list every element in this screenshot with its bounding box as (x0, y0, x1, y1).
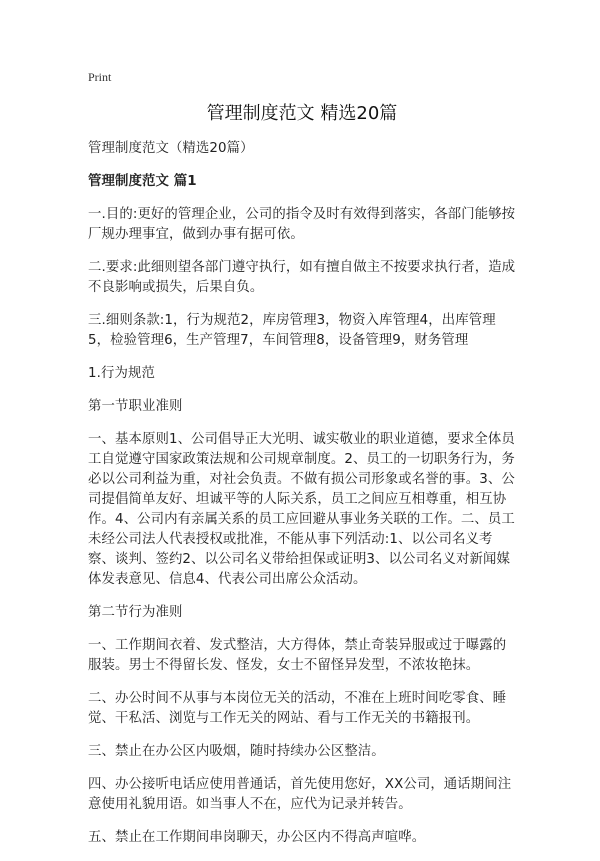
paragraph: 二.要求:此细则望各部门遵守执行，如有擅自做主不按要求执行者，造成不良影响或损失，后果自负。 (88, 260, 516, 295)
paragraph: 三.细则条款:1，行为规范2，库房管理3，物资入库管理4，出库管理5，检验管理6，生产管理7，车间管理8，设备管理9，财务管理 (88, 313, 496, 348)
subheading: 第二节行为准则 (88, 605, 183, 620)
paragraph: 二、办公时间不从事与本岗位无关的活动，不准在上班时间吃零食、睡觉、干私活、浏览与工作无关的网站、看与工作无关的书籍报刊。 (88, 691, 507, 726)
paragraph: 一.目的:更好的管理企业，公司的指令及时有效得到落实，各部门能够按厂规办理事宜，做到办事有据可依。 (88, 207, 516, 242)
subheading: 1.行为规范 (88, 366, 155, 381)
document-title: 管理制度范文 精选20篇 (206, 103, 398, 124)
subheading: 第一节职业准则 (88, 399, 183, 414)
paragraph: 一、工作期间衣着、发式整洁，大方得体，禁止奇装异服或过于曝露的服装。男士不得留长发、怪发，女士不留怪异发型，不浓妆艳抹。 (88, 638, 507, 673)
paragraph: 一、基本原则1、公司倡导正大光明、诚实敬业的职业道德，要求全体员工自觉遵守国家政策法规和公司规章制度。2、员工的一切职务行为，务必以公司利益为重，对社会负责。不做有损公司形象或名誉的事。3、公司提倡简单友好、坦诚平等的人际关系，员工之间应互相尊重，相互协作。4、公司内有亲属关系的员工应回避从事业务关联的工作。二、员工未经公司法人代表授权或批准，不能从事下列活动:1、以公司名义考察、谈判、签约2、以公司名义带给担保或证明3、以公司名义对新闻媒体发表意见、信息4、代表公司出席公众活动。 (88, 432, 515, 587)
document-page (88, 70, 516, 861)
section-heading: 管理制度范文 篇1 (88, 174, 197, 189)
print-label: Print (88, 70, 112, 84)
paragraph: 五、禁止在工作期间串岗聊天，办公区内不得高声喧哗。 (88, 830, 426, 845)
paragraph: 三、禁止在办公区内吸烟，随时持续办公区整洁。 (88, 744, 385, 759)
paragraph: 四、办公接听电话应使用普通话，首先使用您好，XX公司，通话期间注意使用礼貌用语。如当事人不在，应代为记录并转告。 (88, 777, 512, 812)
document-subtitle: 管理制度范文（精选20篇） (88, 141, 254, 156)
